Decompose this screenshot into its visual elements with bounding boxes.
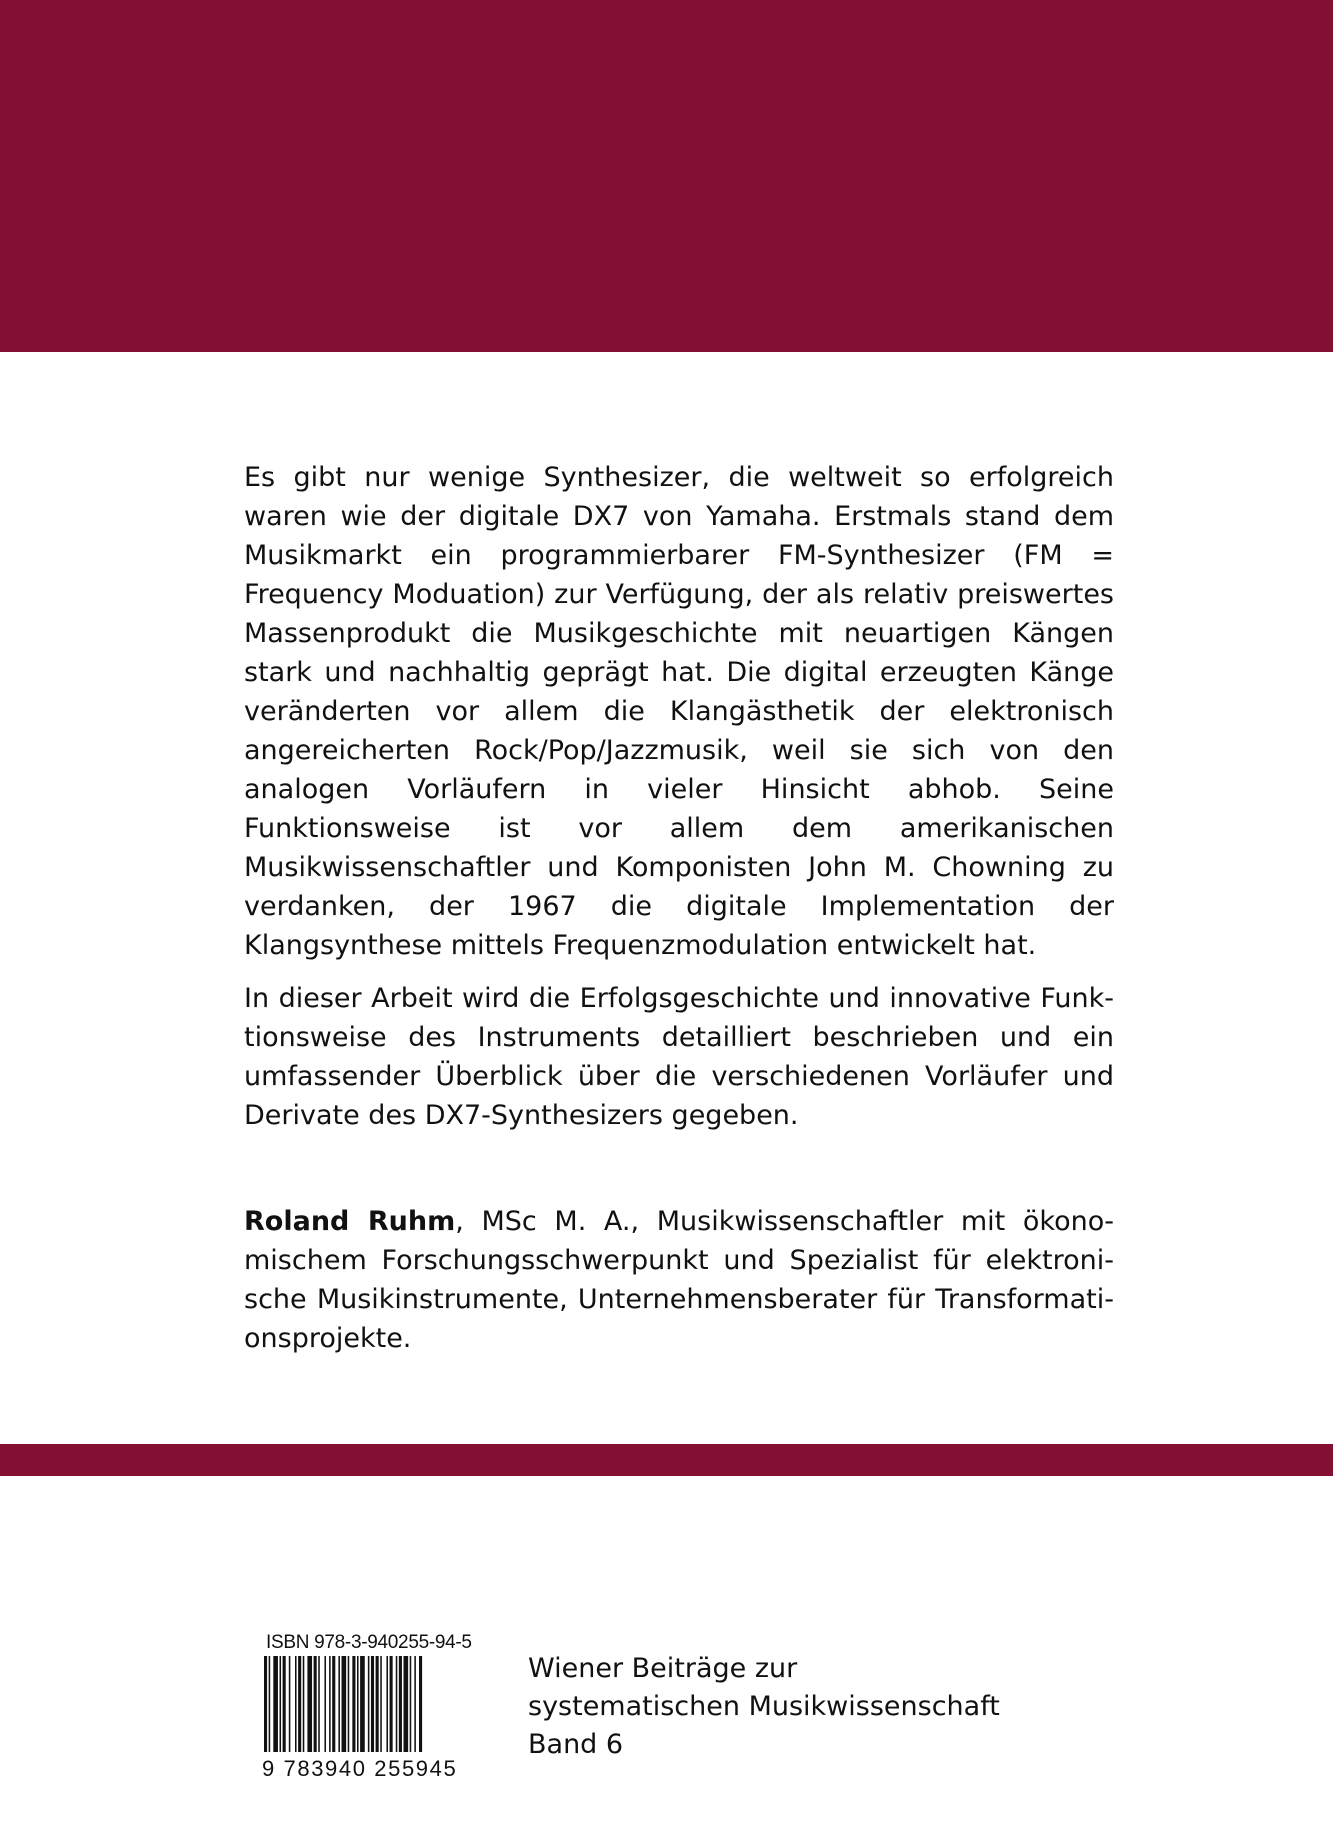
barcode-bar [303, 1656, 305, 1752]
blurb-paragraph-2: In dieser Arbeit wird die Erfolgsgeschichte und innovative Funktionsweise des Instruments detailliert beschrieben und ein umfassender Überblick über die verschiedenen Vorläufer und Derivate des DX7-Synthesizers gegeben. [244, 983, 1114, 1131]
barcode-bar [269, 1656, 271, 1752]
barcode-bar [414, 1656, 416, 1752]
barcode-bar [352, 1656, 355, 1752]
series-line-1: Wiener Beiträge zur [528, 1653, 798, 1684]
barcode-bar [332, 1656, 335, 1752]
blurb-paragraph-1: Es gibt nur wenige Synthesizer, die weltweit so erfolgreich waren wie der digitale DX7 von Yamaha. Erstmals stand dem Musikmarkt ein programmierbarer FM-Synthesizer (FM = Frequency Moduation) zur Verfügung, der als relativ preiswertes Massenprodukt die Musikgeschichte mit neuartigen Kängen stark und nachhaltig geprägt hat. Die digital erzeugten Känge veränderten vor allem die Klangästhetik der elektronisch angereicherten Rock/Pop/Jazzmusik, weil sie sich von den analogen Vorläufern in vieler Hinsicht abhob. Seine Funktionsweise ist vor allem dem amerikanischen Musikwissenschaftler und Komponisten John M. Chowning zu verdanken, der 1967 die digitale Implementation der Klangsynthese mittels Frequenzmodulation entwickelt hat. [244, 462, 1114, 961]
barcode-bar [360, 1656, 365, 1752]
barcode-bar [298, 1656, 301, 1752]
barcode-bar [324, 1656, 326, 1752]
author-bio [244, 1202, 1114, 1358]
barcode-bar [307, 1656, 312, 1752]
top-color-band [0, 0, 1333, 352]
author-bio-text: , MSc M. A., Musikwissenschaftler mit ökonomischem Forschungsschwerpunkt und Spezialist für elektronische Musikinstrumente, Unternehmensberater für Transformationsprojekte. [244, 1206, 1114, 1354]
barcode-bar [396, 1656, 398, 1752]
barcode-bar [399, 1656, 402, 1752]
barcode-bar [371, 1656, 374, 1752]
barcode-bar [273, 1656, 278, 1752]
series-info [528, 1650, 1000, 1764]
author-name: Roland Ruhm [244, 1206, 456, 1237]
barcode-bar [368, 1656, 370, 1752]
barcode-bar [380, 1656, 382, 1752]
bottom-color-band [0, 1444, 1333, 1476]
barcode-bar [329, 1656, 331, 1752]
barcode-bar [376, 1656, 379, 1752]
barcode-bar [280, 1656, 282, 1752]
barcode-digits: 9 783940 255945 [262, 1756, 458, 1781]
barcode-bar [264, 1656, 267, 1752]
isbn-label: ISBN 978-3-940255-94-5 [266, 1632, 472, 1653]
barcode-bar [289, 1656, 291, 1752]
isbn-barcode-block [262, 1632, 482, 1784]
barcode [262, 1656, 478, 1752]
barcode-bar [283, 1656, 286, 1752]
barcode-bar [295, 1656, 297, 1752]
barcode-bar [342, 1656, 347, 1752]
barcode-bar [338, 1656, 340, 1752]
barcode-bar [314, 1656, 317, 1752]
barcode-bar [357, 1656, 359, 1752]
barcode-bar [419, 1656, 422, 1752]
barcode-bar [348, 1656, 350, 1752]
barcode-bar [390, 1656, 393, 1752]
series-volume: Band 6 [528, 1729, 624, 1760]
barcode-bar [318, 1656, 320, 1752]
barcode-bar [404, 1656, 409, 1752]
back-cover-text [244, 458, 1114, 1358]
barcode-bar [386, 1656, 388, 1752]
barcode-bar [410, 1656, 412, 1752]
series-line-2: systematischen Musikwissenschaft [528, 1691, 1000, 1722]
